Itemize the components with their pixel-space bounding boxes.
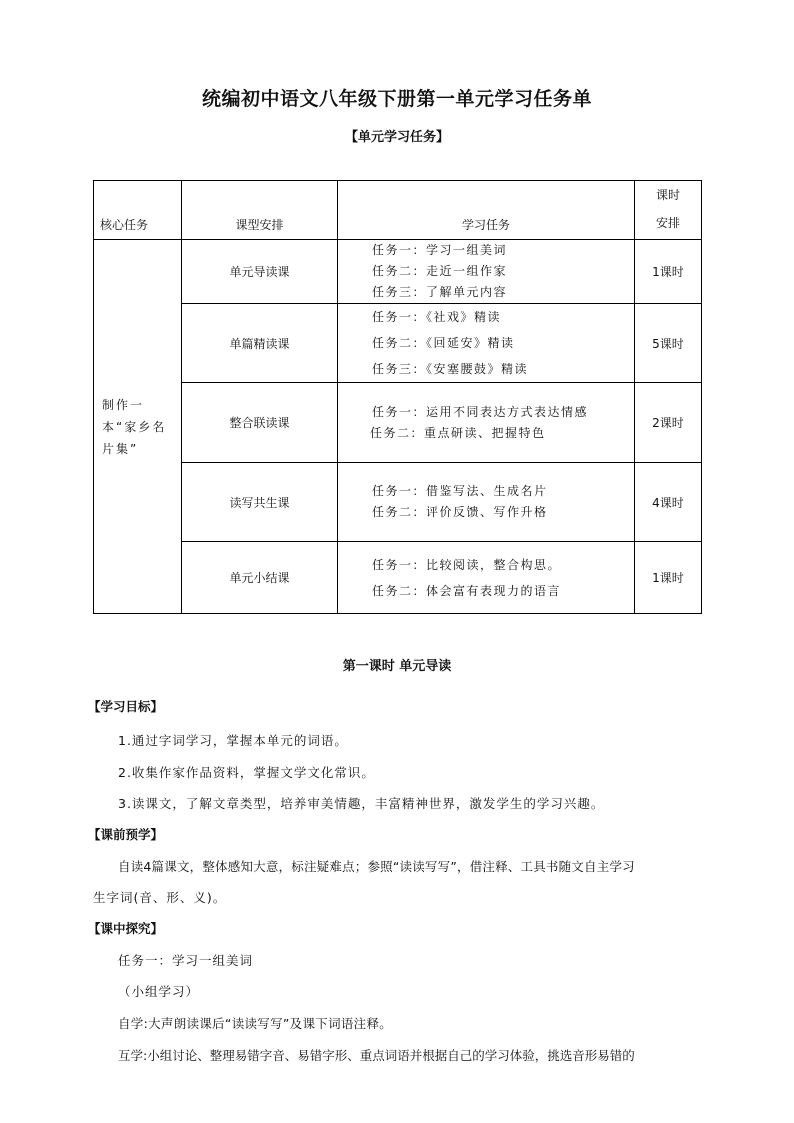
table-row — [94, 463, 702, 542]
task-line: 任务二：重点研读、把握特色 — [370, 425, 546, 440]
task-line: 任务二：体会富有表现力的语言 — [372, 583, 562, 598]
learning-task-cell — [338, 463, 635, 542]
learning-task-cell — [338, 383, 635, 463]
header-hours-line1: 课时 — [655, 188, 680, 202]
unit-task-table — [93, 180, 702, 614]
task-line: 任务二：走近一组作家 — [372, 264, 508, 278]
lesson-title: 第一课时 单元导读 — [342, 659, 452, 674]
task-line: 任务一：《社戏》精读 — [372, 310, 502, 324]
lesson-type-cell: 单元导读课 — [182, 240, 338, 304]
task-line: 任务一：学习一组美词 — [372, 243, 508, 257]
document-subtitle: 【单元学习任务】 — [344, 130, 449, 145]
preview-text-line: 自读4篇课文，整体感知大意，标注疑难点；参照“读读写写”，借注释、工具书随文自主学习 — [118, 859, 635, 874]
hours-cell: 5课时 — [635, 304, 702, 383]
group-study-label: （小组学习） — [118, 984, 200, 999]
header-lesson-type: 课型安排 — [182, 181, 338, 240]
core-task-text: 制作一本“家乡名片集” — [102, 397, 167, 456]
task-line: 任务二：《回延安》精读 — [372, 336, 515, 350]
header-hours-line2: 安排 — [655, 216, 680, 230]
explore-heading: 【课中探究】 — [88, 921, 164, 936]
task-heading: 任务一：学习一组美词 — [118, 953, 254, 968]
hours-cell: 2课时 — [635, 383, 702, 463]
task-line: 任务一：借鉴写法、生成名片 — [372, 484, 548, 498]
lesson-type-cell: 单篇精读课 — [182, 304, 338, 383]
task-line: 任务三：《安塞腰鼓》精读 — [372, 362, 529, 376]
task-line: 任务一：比较阅读，整合构思。 — [372, 557, 562, 572]
learning-task-cell — [338, 542, 635, 614]
self-study-text: 自学:大声朗读课后“读读写写”及课下词语注释。 — [118, 1016, 393, 1031]
table-header-row — [94, 181, 702, 240]
table-row — [94, 240, 702, 304]
table-row — [94, 383, 702, 463]
goal-item: 2.收集作家作品资料，掌握文学文化常识。 — [118, 765, 375, 780]
learning-task-cell — [338, 304, 635, 383]
preview-text-line: 生字词(音、形、义)。 — [93, 890, 227, 905]
lesson-type-cell: 整合联读课 — [182, 383, 338, 463]
goals-heading: 【学习目标】 — [88, 699, 164, 714]
document-title: 统编初中语文八年级下册第一单元学习任务单 — [201, 88, 592, 110]
table-row — [94, 542, 702, 614]
goal-item: 1.通过字词学习，掌握本单元的词语。 — [118, 733, 348, 748]
table-row — [94, 304, 702, 383]
learning-task-cell — [338, 240, 635, 304]
lesson-type-cell: 读写共生课 — [182, 463, 338, 542]
preview-heading: 【课前预学】 — [88, 827, 164, 842]
hours-cell: 1课时 — [635, 542, 702, 614]
lesson-type-cell: 单元小结课 — [182, 542, 338, 614]
header-core-task: 核心任务 — [94, 181, 182, 240]
header-learning-task: 学习任务 — [338, 181, 635, 240]
core-task-cell — [94, 240, 182, 614]
hours-cell: 4课时 — [635, 463, 702, 542]
header-hours — [635, 181, 702, 240]
task-line: 任务一：运用不同表达方式表达情感 — [372, 404, 589, 419]
task-line: 任务三：了解单元内容 — [372, 285, 508, 299]
mutual-study-text: 互学:小组讨论、整理易错字音、易错字形、重点词语并根据自己的学习体验，挑选音形易错的 — [118, 1048, 635, 1063]
task-line: 任务二：评价反馈、写作升格 — [372, 505, 548, 519]
goal-item: 3.读课文，了解文章类型，培养审美情趣，丰富精神世界，激发学生的学习兴趣。 — [118, 796, 605, 811]
hours-cell: 1课时 — [635, 240, 702, 304]
